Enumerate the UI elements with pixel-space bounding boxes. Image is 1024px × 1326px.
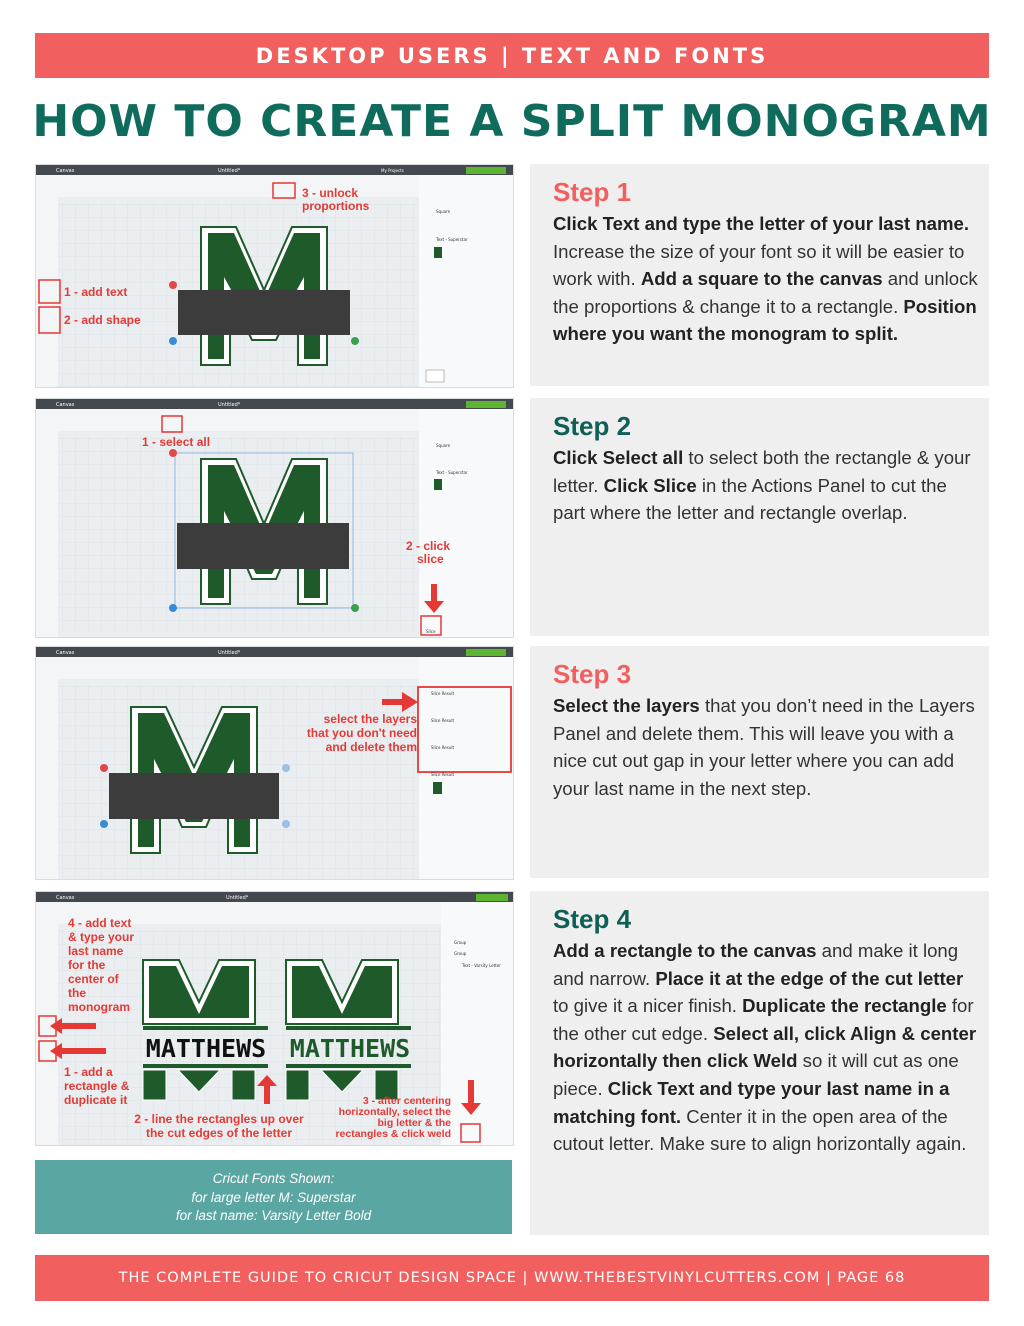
svg-text:Group: Group <box>454 940 467 945</box>
callout-add-rectangle: 1 - add a rectangle & duplicate it <box>64 1065 130 1107</box>
svg-text:Square: Square <box>436 209 451 214</box>
svg-text:Slice Result: Slice Result <box>431 772 455 777</box>
screenshot-step-4 <box>35 891 514 1146</box>
step-text-bold: Click Slice <box>603 474 697 496</box>
svg-text:Canvas: Canvas <box>56 895 75 901</box>
step-4-text <box>553 937 978 1158</box>
step-1-text <box>553 210 978 348</box>
svg-text:Square: Square <box>436 443 451 448</box>
step-3-card <box>530 646 989 878</box>
step-text-bold: Duplicate the rectangle <box>742 995 947 1017</box>
step-text-bold: Click Select all <box>553 447 684 468</box>
fonts-shown-box <box>35 1160 512 1234</box>
design-space-canvas-3 <box>36 647 513 879</box>
svg-text:Text - Superstar: Text - Superstar <box>436 470 468 475</box>
svg-text:Canvas: Canvas <box>56 402 75 408</box>
step-text-bold: Add a square to the canvas <box>640 268 883 290</box>
callout-unlock: 3 - unlock proportions <box>302 186 370 213</box>
design-space-canvas-4 <box>36 892 513 1145</box>
svg-text:Slice Result: Slice Result <box>431 718 455 723</box>
callout-select-all: 1 - select all <box>142 435 211 449</box>
header-banner: DESKTOP USERS | TEXT AND FONTS <box>35 33 989 78</box>
svg-text:Untitled*: Untitled* <box>218 650 241 656</box>
step-text: and make it long and narrow. <box>553 940 959 989</box>
svg-text:Canvas: Canvas <box>56 650 75 656</box>
callout-line-up: 2 - line the rectangles up over the cut edges of the letter <box>134 1112 304 1140</box>
step-text-bold: Click Text and type your last name in a matching font. <box>553 1077 950 1127</box>
step-text: to give it a nicer finish. <box>553 995 743 1017</box>
step-text: Center it in the open area of the cutout letter. Make sure to align horizontally again. <box>553 1105 967 1155</box>
step-text-bold: Position where you want the monogram to split. <box>553 295 977 345</box>
callout-slice: 2 - click slice <box>406 539 451 566</box>
step-text: to select both the rectangle & your letter. <box>553 447 971 496</box>
callout-add-text: 1 - add text <box>64 285 128 299</box>
svg-text:Untitled*: Untitled* <box>226 895 249 901</box>
step-text-bold: Click Text and type the letter of your last name. <box>553 213 970 234</box>
app-canvas-label: Canvas <box>56 168 75 174</box>
fonts-line-1: Cricut Fonts Shown: <box>212 1171 335 1186</box>
svg-text:Slice Result: Slice Result <box>431 745 455 750</box>
step-text: for the other cut edge. <box>553 995 974 1044</box>
step-text-bold: Select all, click Align & center horizontally then click Weld <box>553 1022 977 1072</box>
svg-text:My Projects: My Projects <box>381 168 404 173</box>
make-it-button[interactable] <box>466 401 506 408</box>
step-4-card <box>530 891 989 1235</box>
screenshot-step-3 <box>35 646 514 880</box>
svg-text:Text - Superstar: Text - Superstar <box>436 237 468 242</box>
design-space-canvas-2 <box>36 399 513 637</box>
step-text: and unlock the proportions & change it to a rectangle. <box>553 268 978 317</box>
svg-text:Group: Group <box>454 951 467 956</box>
svg-text:Slice: Slice <box>426 629 436 634</box>
step-text-bold: Select the layers <box>553 695 700 716</box>
make-it-button[interactable] <box>466 167 506 174</box>
svg-text:Slice Result: Slice Result <box>431 691 455 696</box>
fonts-line-2: for large letter M: Superstar <box>191 1189 356 1205</box>
step-text-bold: Add a rectangle to the canvas <box>553 940 817 961</box>
callout-add-shape: 2 - add shape <box>64 313 141 327</box>
callout-weld: 3 - after centering horizontally, select the big letter & the rectangles & click weld <box>335 1095 451 1140</box>
name-matthews-left: MATTHEWS <box>145 1034 267 1063</box>
make-it-button[interactable] <box>476 894 508 901</box>
step-3-heading: Step 3 <box>553 659 632 689</box>
callout-delete-layers: select the layers that you don't need and delete them <box>306 712 417 754</box>
design-space-canvas-1 <box>36 165 513 387</box>
step-text: so it will cut as one piece. <box>553 1050 959 1099</box>
step-2-text <box>553 444 978 527</box>
step-text: that you don’t need in the Layers Panel and delete them. This will leave you with a nice cut out gap in your letter where you can add your last name in the next step. <box>553 695 975 799</box>
screenshot-step-2 <box>35 398 514 638</box>
callout-add-text-name: 4 - add text & type your last name for the center of the monogram <box>68 916 135 1014</box>
svg-text:Text - Varsity Letter: Text - Varsity Letter <box>462 963 501 968</box>
step-2-heading: Step 2 <box>553 411 632 441</box>
screenshot-step-1 <box>35 164 514 388</box>
step-text: in the Actions Panel to cut the part where the letter and rectangle overlap. <box>553 474 947 524</box>
step-1-heading: Step 1 <box>553 177 632 207</box>
step-1-card <box>530 164 989 386</box>
step-text-bold: Place it at the edge of the cut letter <box>655 967 964 989</box>
page-title: HOW TO CREATE A SPLIT MONOGRAM <box>32 96 992 147</box>
step-4-heading: Step 4 <box>553 904 632 934</box>
step-3-text <box>553 692 978 802</box>
make-it-button[interactable] <box>466 649 506 656</box>
app-title: Untitled* <box>218 168 241 174</box>
footer-banner: THE COMPLETE GUIDE TO CRICUT DESIGN SPACE | WWW.THEBESTVINYLCUTTERS.COM | PAGE 68 <box>35 1255 989 1301</box>
step-2-card <box>530 398 989 636</box>
name-matthews-right: MATTHEWS <box>289 1034 411 1063</box>
fonts-line-3: for last name: Varsity Letter Bold <box>175 1208 372 1223</box>
step-text: Increase the size of your font so it will be easier to work with. <box>553 240 965 290</box>
svg-text:Untitled*: Untitled* <box>218 402 241 408</box>
